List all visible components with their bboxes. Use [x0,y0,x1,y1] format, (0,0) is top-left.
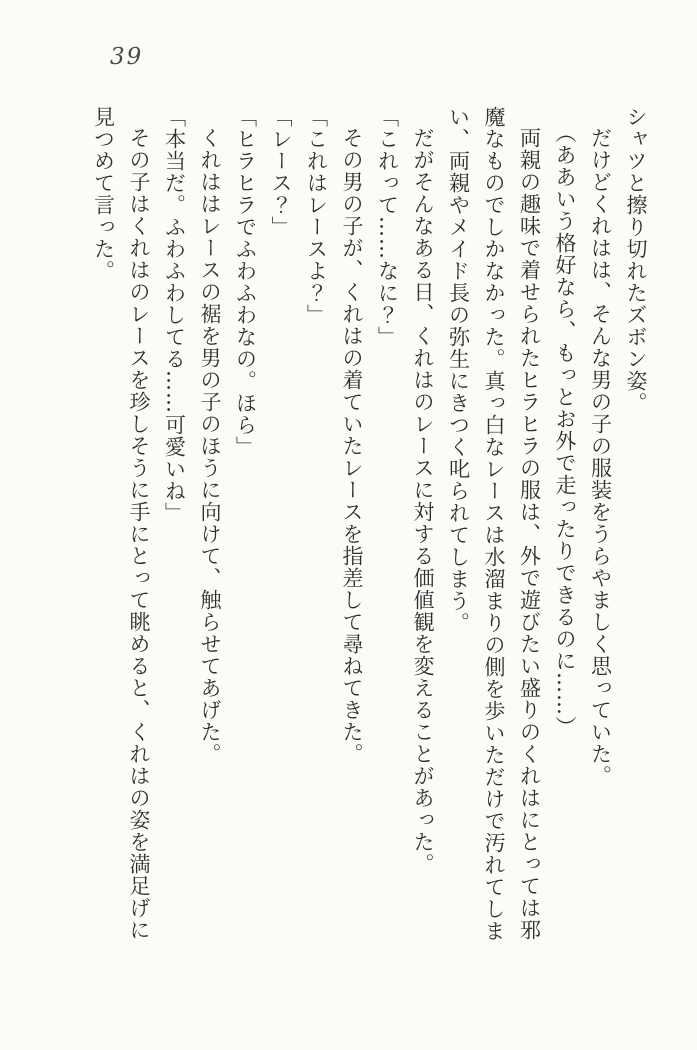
text-line: くれははレースの裾を男の子のほうに向けて、触らせてあげた。 [198,127,222,765]
text-line: 「ヒラヒラでふわふわなの。ほら」 [233,106,258,458]
text-line: 「本当だ。ふわふわしてる……可愛いね」 [162,106,187,524]
text-line: い、両親やメイド長の弥生にきつく叱られてしまう。 [446,106,471,634]
text-line: その男の子が、くれはの着ていたレースを指差して尋ねてきた。 [340,127,364,765]
text-line: 「レース？」 [269,106,293,238]
text-line: 両親の趣味で着せられたヒラヒラの服は、外で遊びたい盛りのくれはにとっては邪 [517,127,542,941]
text-line: シャツと擦り切れたズボン姿。 [624,106,648,414]
text-line: （ああいう格好なら、もっとお外で走ったりできるのに……） [553,121,577,738]
page-number: 39 [110,44,144,70]
text-line: 「これはレースよ？」 [304,106,329,326]
text-line: 「これって……なに？」 [375,106,400,348]
text-line: だがそんなある日、くれはのレースに対する価値観を変えることがあった。 [411,127,435,875]
text-line: だけどくれはは、そんな男の子の服装をうらやましく思っていた。 [588,127,613,787]
text-line: 魔なものでしかなかった。真っ白なレースは水溜まりの側を歩いただけで汚れてしま [482,106,506,942]
text-line: その子はくれはのレースを珍しそうに手にとって眺めると、くれはの姿を満足げに [127,127,151,941]
text-line: 見つめて言った。 [91,106,116,282]
page-text [85,106,653,948]
